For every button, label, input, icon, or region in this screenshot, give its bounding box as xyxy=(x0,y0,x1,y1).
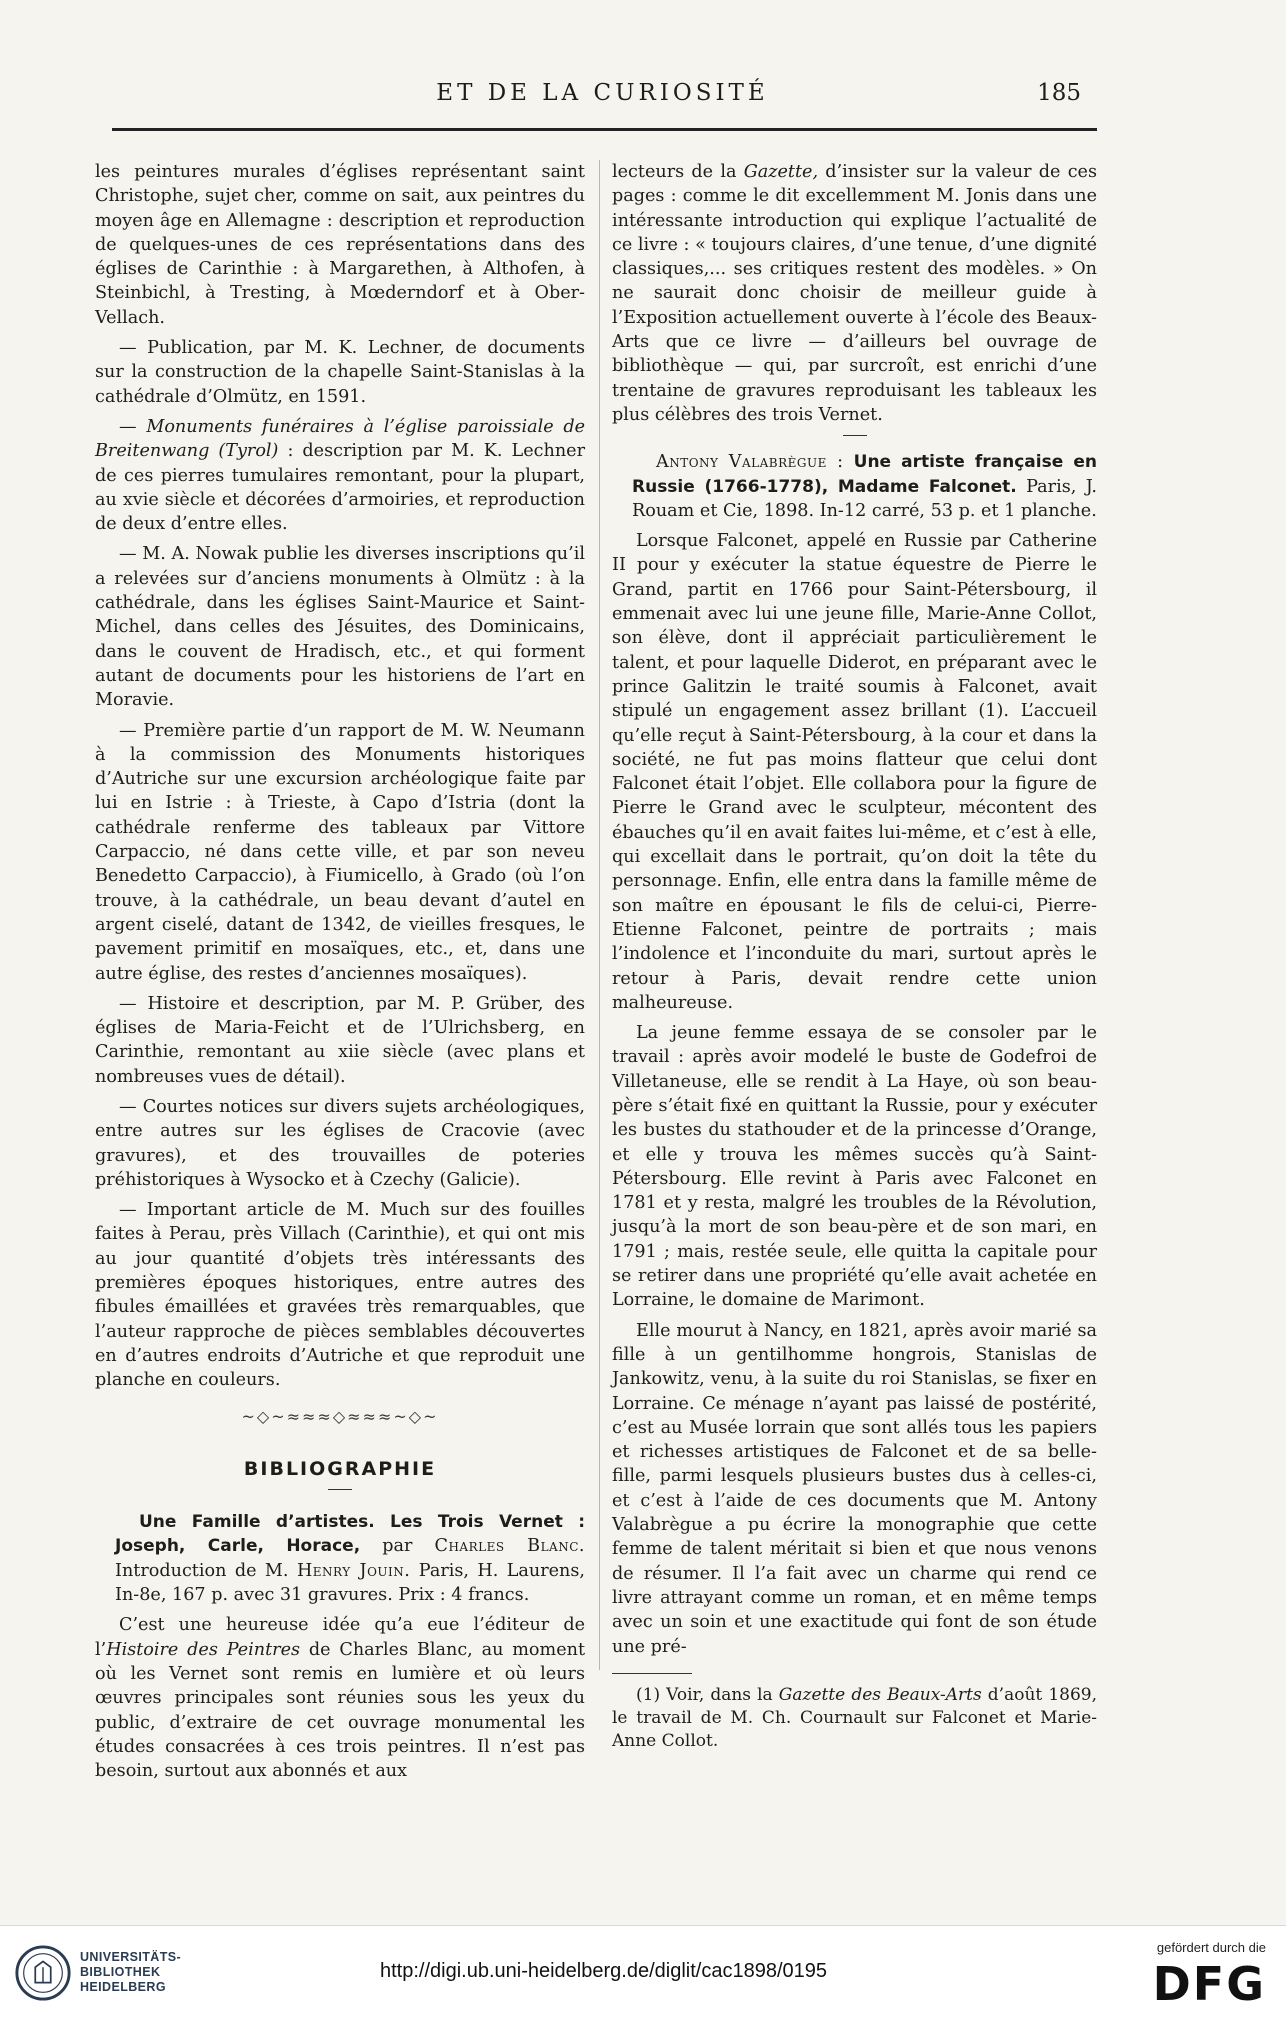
library-name-line: HEIDELBERG xyxy=(80,1980,166,1994)
header-rule xyxy=(112,128,1097,131)
short-rule xyxy=(328,1489,352,1490)
entry-title: Une artiste française en Russie (1766-1778), Madame Falconet. xyxy=(632,452,1097,497)
paragraph xyxy=(95,1613,585,1783)
paragraph: les peintures murales d’églises représentant saint Christophe, sujet cher, comme on sait, aux peintres du moyen âge en Allemagne : description et reproduction de quelques-unes de ces représentations dans des églises de Carinthie : à Margarethen, à Althofen, à Steinbichl, à Tresting, à Mœderndorf et à Ober-Vellach. xyxy=(95,162,585,328)
column-divider xyxy=(599,160,600,1670)
running-head xyxy=(110,80,1095,120)
text-run: C’est une heureuse idée qu’a eue l’éditeur de l’ xyxy=(95,1615,585,1660)
footnote-rule xyxy=(612,1673,692,1674)
university-seal-icon xyxy=(14,1944,72,2002)
short-rule xyxy=(843,435,867,436)
text-run: lecteurs de la xyxy=(612,162,744,182)
paragraph: — Histoire et description, par M. P. Grüber, des églises de Maria-Feicht et de l’Ulrichsberg, en Carinthie, remontant au xiie siècle (avec plans et nombreuses vues de détail). xyxy=(95,993,585,1087)
entry-details: Introduction de M. xyxy=(115,1560,297,1581)
right-column xyxy=(612,160,1097,1759)
monuments-title: Monuments funéraires à l’église paroissiale de Breitenwang (Tyrol) xyxy=(95,416,585,462)
library-name-line: BIBLIOTHEK xyxy=(80,1965,161,1979)
ornament-divider: ~◇~≈≈≈◇≈≈≈~◇~ xyxy=(241,1406,439,1426)
paragraph: — M. A. Nowak publie les diverses inscriptions qu’il a relevées sur d’anciens monuments à Olmütz : à la cathédrale, dans les églises Saint-Maurice et Saint-Michel, dans celles des Jésuites, des Dominicains, dans le couvent de Hradisch, etc., et qui forment autant de documents pour les historiens de l’art en Moravie. xyxy=(95,544,585,711)
paragraph: — Publication, par M. K. Lechner, de documents sur la construction de la chapelle Saint-Stanislas à la cathédrale d’Olmütz, en 1591. xyxy=(95,338,585,407)
digitization-footer xyxy=(0,1925,1286,2018)
library-name-line: UNIVERSITÄTS- xyxy=(80,1950,182,1964)
text-run: d’insister sur la valeur de ces pages : comme le dit excellemment M. Jonis dans une intéressante introduction qui explique l’actualité de ce livre : « toujours claires, d’une tenue, d’une dignité classiques,... ses critiques restent des modèles. » On ne saurait donc choisir de meilleur guide à l’Exposition actuellement ouverte à l’école des Beaux-Arts que ce livre — d’ailleurs bel ouvrage de bibliothèque — qui, par surcroît, est enrichi d’une trentaine de gravures reproduisant les tableaux les plus célèbres des trois Vernet. xyxy=(612,162,1097,425)
book-title: Histoire des Peintres xyxy=(106,1639,301,1660)
bibliography-entry xyxy=(95,1510,585,1607)
library-name xyxy=(80,1950,181,1995)
funder xyxy=(1153,1940,1266,2009)
footnote xyxy=(612,1684,1097,1753)
paragraph: — Courtes notices sur divers sujets archéologiques, entre autres sur les églises de Cracovie (avec gravures), et des trouvailles de poteries préhistoriques à Wysocko et à Czechy (Galicie). xyxy=(95,1096,585,1190)
paragraph-monuments: — Monuments funéraires à l’église paroissiale de Breitenwang (Tyrol) : description par M. K. Lechner de ces pierres tumulaires remontant, pour la plupart, au xvie siècle et décorées d’armoiries, et reproduction de deux d’entre elles. xyxy=(95,416,585,535)
text-run: de Charles Blanc, au moment où les Vernet sont remis en lumière et où leurs œuvres principales sont réunies sous les yeux du public, d’extraire de cet ouvrage monumental les études consacrées à ces trois peintres. Il n’est pas besoin, surtout aux abonnés et aux xyxy=(95,1639,586,1782)
journal-title: Gazette des Beaux-Arts xyxy=(778,1684,982,1705)
paragraph: — Important article de M. Much sur des fouilles faites à Perau, près Villach (Carinthie), et qui ont mis au jour quantité d’objets très intéressants des premières époques historiques, entre autres des fibules émaillées et gravées très remarquables, que l’auteur rapproche de pièces semblables découvertes en d’autres endroits d’Autriche et que reproduit une planche en couleurs. xyxy=(95,1200,585,1391)
text-run: d’août 1869, le travail de M. Ch. Cournault sur Falconet et Marie-Anne Collot. xyxy=(612,1684,1097,1751)
paragraph: Lorsque Falconet, appelé en Russie par Catherine II pour y exécuter la statue équestre de Pierre le Grand, partit en 1766 pour Saint-Pétersbourg, il emmenait avec lui une jeune fille, Marie-Anne Collot, son élève, dont il appréciait particulièrement le talent, et pour laquelle Diderot, en préparant avec le prince Galitzin le traité soumis à Falconet, avait stipulé un engagement assez brillant (1). L’accueil qu’elle reçut à Saint-Pétersbourg, à la cour et dans la société, ne fut pas moins flatteur que celui dont Falconet était l’objet. Elle collabora pour la figure de Pierre le Grand avec le sculpteur, mécontent des ébauches qu’il en avait faites lui-même, et c’est à elle, qui excellait dans le portrait, qu’on doit la tête du personnage. Enfin, elle entra dans la famille même de son maître en épousant le fils de celui-ci, Pierre-Etienne Falconet, peintre de portraits ; mais l’indolence et l’inconduite du mari, surtout après le retour à Paris, devait rendre cette union malheureuse. xyxy=(612,531,1097,1013)
section-title: BIBLIOGRAPHIE xyxy=(243,1457,437,1480)
paragraph: Elle mourut à Nancy, en 1821, après avoir marié sa fille à un gentilhomme hongrois, Stanislas de Jankowitz, venu, à la suite du roi Stanislas, se fixer en Lorraine. Ce ménage n’ayant pas laissé de postérité, c’est au Musée lorrain que sont allés tous les papiers et richesses artistiques de Falconet et de sa belle-fille, parmi lesquels plusieurs bustes dus à celles-ci, et c’est à l’aide de ces documents que M. Antony Valabrègue a pu écrire la monographie que cette femme de talent méritait si bien et que nous venons de résumer. Il l’a fait avec un charme qui rend ce livre attrayant comme un roman, et en même temps avec un soin et une exactitude qui font de son étude une pré- xyxy=(612,1320,1097,1657)
running-title: ET DE LA CURIOSITÉ xyxy=(436,80,769,106)
entry-author: Charles Blanc. xyxy=(434,1536,585,1557)
paragraph: La jeune femme essaya de se consoler par le travail : après avoir modelé le buste de Godefroi de Villetaneuse, elle se rendit à La Haye, où son beau-père s’était fixé en quittant la Russie, pour y exécuter les bustes du stathouder et de la princesse d’Orange, et elle y trouva les mêmes succès qu’à Saint-Pétersbourg. Elle revint à Paris avec Falconet en 1781 et y resta, malgré les troubles de la Révolution, jusqu’à la mort de son beau-père et de son mari, en 1791 ; mais, restée seule, elle quitta la capitale pour se retirer dans une propriété qu’elle avait achetée en Lorraine, le domaine de Marimont. xyxy=(612,1023,1097,1311)
page-number: 185 xyxy=(1037,80,1081,106)
bibliography-entry xyxy=(612,450,1097,523)
monuments-text: : description par M. K. Lechner de ces pierres tumulaires remontant, pour la plupart, au xvie siècle et décorées d’armoiries, et reproduction de deux d’entre elles. xyxy=(95,441,585,535)
source-url-link[interactable]: http://digi.ub.uni-heidelberg.de/diglit/cac1898/0195 xyxy=(380,1960,827,1982)
journal-title: Gazette, xyxy=(743,162,819,182)
paragraph xyxy=(612,160,1097,427)
dfg-logo: DFG xyxy=(1152,1957,1266,2011)
left-column xyxy=(95,160,585,1789)
entry-editor: Henry Jouin. xyxy=(296,1560,411,1581)
entry-author: Antony Valabrègue : xyxy=(656,452,844,473)
entry-intro: par xyxy=(360,1536,435,1557)
entry-details: Paris, J. Rouam et Cie, 1898. In-12 carré, 53 p. et 1 planche. xyxy=(632,476,1097,521)
text-run: (1) Voir, dans la xyxy=(636,1684,779,1705)
paragraph: — Première partie d’un rapport de M. W. Neumann à la commission des Monuments historiques d’Autriche sur une excursion archéologique faite par lui en Istrie : à Trieste, à Capo d’Istria (dont la cathédrale renferme des tableaux par Vittore Carpaccio, né dans cette ville, et par son neveu Benedetto Carpaccio), à Fiumicello, à Grado (où l’on trouve, à la cathédrale, un beau devant d’autel en argent ciselé, datant de 1342, de vieilles fresques, le pavement primitif en mosaïques, etc., et, dans une autre église, des restes d’anciennes mosaïques). xyxy=(95,720,585,984)
entry-details: Paris, H. Laurens, In-8e, 167 p. avec 31 gravures. Prix : 4 francs. xyxy=(115,1560,586,1606)
funder-label: gefördert durch die xyxy=(1156,1940,1266,1955)
entry-title: Une Famille d’artistes. Les Trois Vernet : Joseph, Carle, Horace, xyxy=(115,1512,585,1557)
